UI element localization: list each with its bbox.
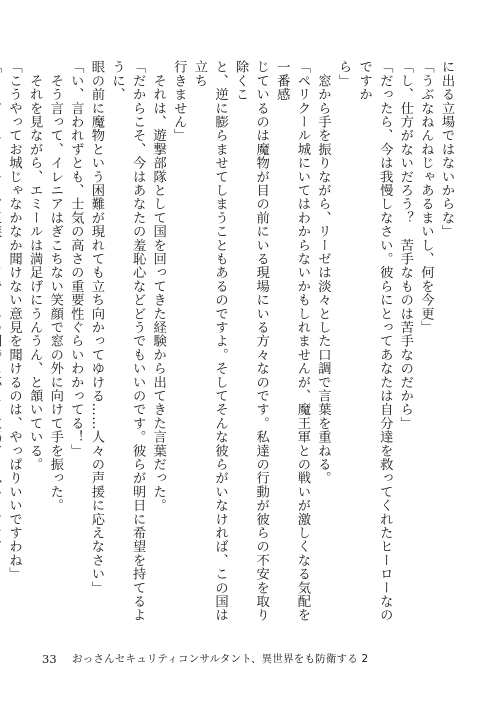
text-line	[0, 60, 3, 635]
text-line: それは、遊撃部隊として国を回ってきた経験から出てきた言葉だった。	[150, 60, 166, 513]
text-line: じているのは魔物が目の前にいる現場にいる方々なのです。私達の行動が彼らの不安を取り除くこ	[233, 60, 269, 622]
text-line: 眼の前に魔物という困難が現れても立ち向かってゆける……人々の声援に応えなさい」	[88, 60, 104, 595]
text-line: そう言って、イレニアはぎこちない笑顔で窓の外に向けて手を振った。	[47, 60, 63, 513]
running-title: おっさんセキュリティコンサルタント、異世界をも防衛する 2	[72, 653, 369, 665]
text-line: 行きません」	[171, 60, 187, 143]
text-line: 「だったら、今は我慢しなさい。彼らにとってあなたは自分達を救ってくれたヒーローなのですか	[356, 60, 393, 622]
text-line: 窓から手を振りながら、リーゼは淡々とした口調で言葉を重ねる。	[315, 60, 331, 485]
text-line: それを見ながら、エミールは満足げにうんうん、と頷いている。	[27, 60, 43, 471]
page-number: 33	[42, 652, 57, 666]
text-line: と、逆に膨らませてしまうこともあるのですよ。そしてそんな彼らがいなければ、この国は立ち	[191, 60, 228, 622]
text-line: 「こうやってお城じゃなかなか聞けない意見を聞けるのは、やっぱりいいですわね」	[6, 60, 22, 581]
page-footer	[0, 649, 500, 669]
text-line: 「し、仕方がないだろう？ 苦手なものは苦手なのだから」	[397, 60, 413, 430]
text-line: 「うぶなねんねじゃあるまいし、何を今更」	[418, 60, 434, 334]
text-line: 「ペリクール城にいてはわからないかもしれませんが、魔王軍との戦いが激しくなる気配を一番感	[274, 60, 310, 622]
vertical-text-body	[6, 60, 456, 635]
text-line: 「だからこそ、今はあなたの羞恥心などどうでもいいのです。彼らが明日に希望を持てるように、	[109, 60, 146, 622]
text-line: 「い、言われずとも、士気の高さの重要性ぐらいわかってる！」	[68, 60, 84, 458]
text-line: ら」	[336, 60, 352, 88]
text-line: に出る立場ではないからな」	[439, 60, 454, 239]
